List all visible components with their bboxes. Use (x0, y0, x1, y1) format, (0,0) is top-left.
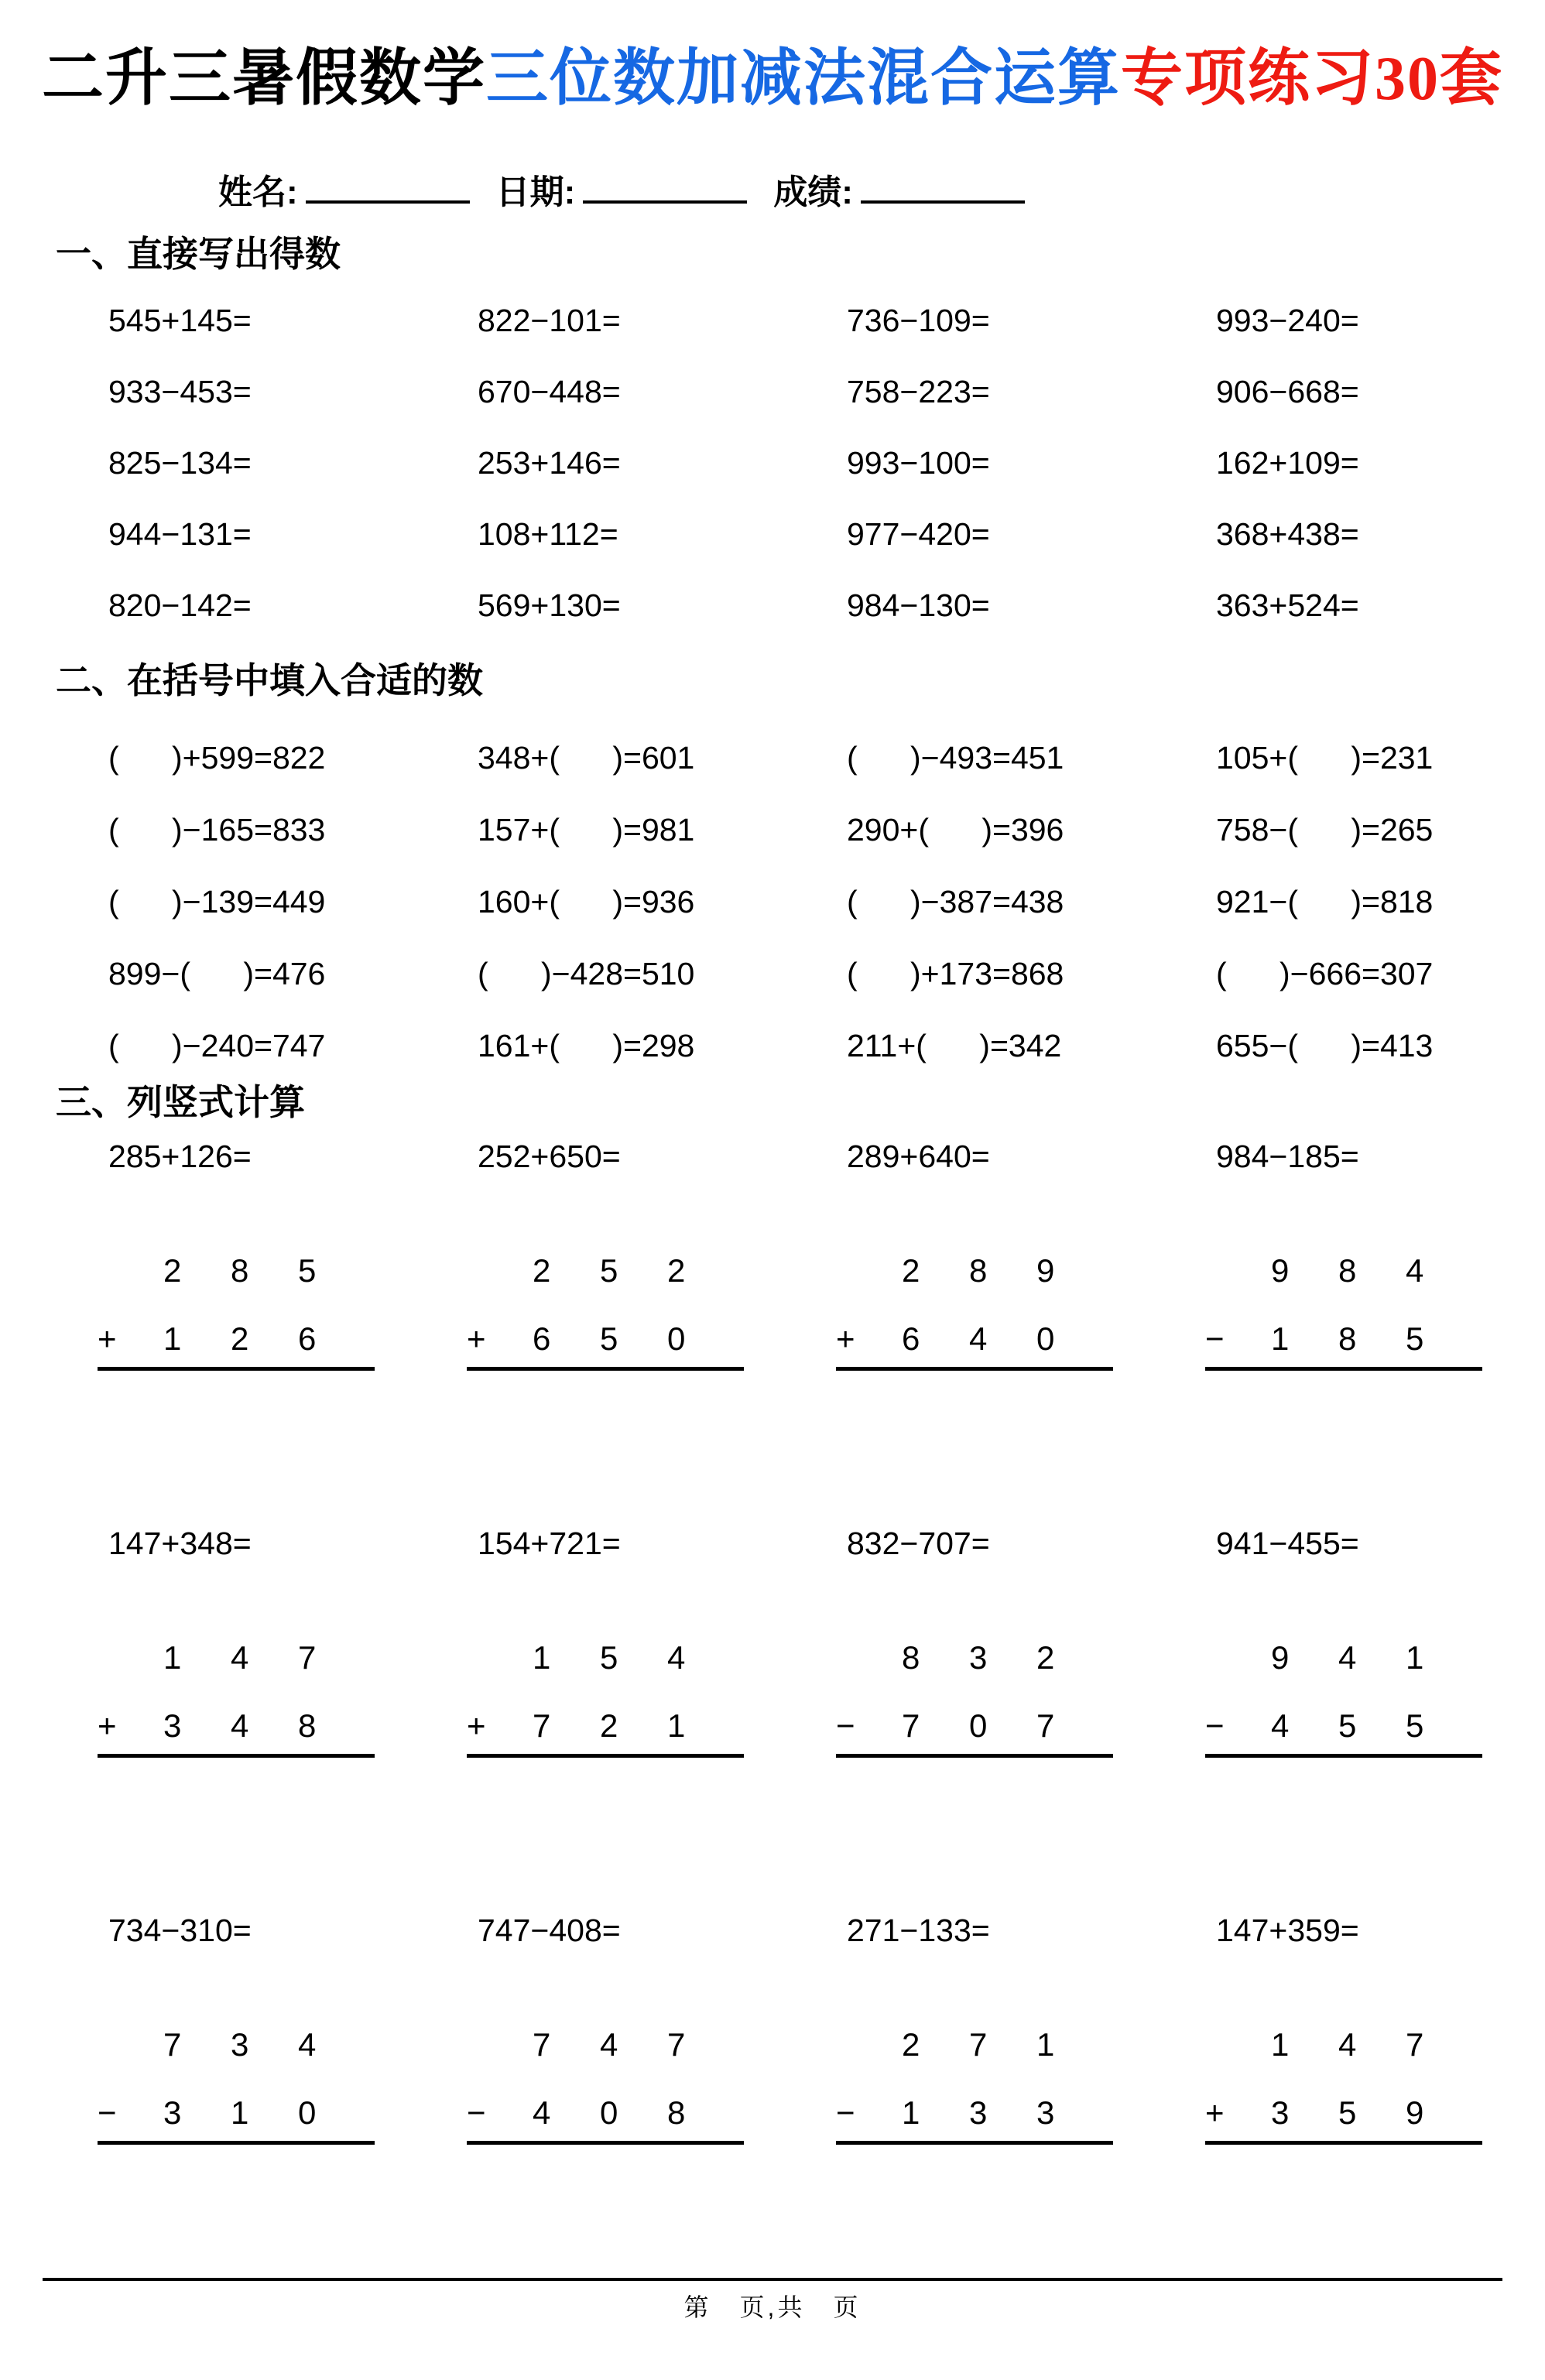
problem: 363+524= (1216, 587, 1359, 623)
vertical-layout (98, 2026, 467, 2145)
vertical-layout (467, 2026, 836, 2145)
vertical-problem (98, 1138, 467, 1371)
operator: + (98, 1707, 117, 1744)
problem: 253+146= (478, 444, 621, 481)
answer-line (836, 1367, 1113, 1371)
vertical-layout (1205, 2026, 1545, 2145)
operator: − (836, 1707, 855, 1744)
vertical-problem (467, 1912, 836, 2145)
operator: − (836, 2094, 855, 2131)
answer-line (467, 1754, 744, 1758)
bottom-operand: 6 5 0 (533, 1320, 686, 1357)
operator: − (467, 2094, 486, 2131)
answer-line (98, 1367, 375, 1371)
answer-line (836, 2141, 1113, 2145)
problem: 822−101= (478, 302, 621, 338)
fill-blank-problem: ( )−428=510 (478, 956, 695, 991)
operator: − (1205, 1320, 1225, 1357)
bottom-operand: 6 4 0 (902, 1320, 1055, 1357)
problem: 569+130= (478, 587, 621, 623)
bottom-operand: 3 4 8 (163, 1707, 317, 1744)
problem-label: 271−133= (847, 1913, 990, 1948)
answer-line (98, 2141, 375, 2145)
section1-header: 一、直接写出得数 (56, 234, 341, 274)
problem-label: 734−310= (108, 1913, 252, 1948)
problem: 984−130= (847, 587, 990, 623)
problem: 993−100= (847, 444, 990, 481)
top-operand: 2 8 5 (163, 1252, 317, 1289)
operator: + (1205, 2094, 1225, 2131)
vertical-problem (467, 1525, 836, 1758)
top-operand: 8 3 2 (902, 1639, 1055, 1676)
date-label: 日期: (495, 173, 576, 211)
fill-blank-problem: ( )−493=451 (847, 740, 1064, 776)
problem: 933−453= (108, 373, 252, 409)
fill-blank-problem: ( )−139=449 (108, 884, 326, 919)
section3-row-3 (98, 1912, 1545, 2145)
top-operand: 2 7 1 (902, 2026, 1055, 2063)
vertical-layout (467, 1252, 836, 1371)
answer-line (1205, 1754, 1482, 1758)
problem: 977−420= (847, 515, 990, 552)
problem-label: 252+650= (478, 1139, 621, 1174)
answer-line (836, 1754, 1113, 1758)
problem: 108+112= (478, 515, 618, 552)
problem-label: 289+640= (847, 1139, 990, 1174)
fill-blank-problem: 161+( )=298 (478, 1028, 695, 1063)
section1-problem-grid (108, 285, 1545, 641)
operator: − (1205, 1707, 1225, 1744)
score-label: 成绩: (773, 173, 853, 211)
operator: − (98, 2094, 117, 2131)
vertical-layout (836, 1639, 1205, 1758)
vertical-problem (1205, 1912, 1545, 2145)
bottom-operand: 1 3 3 (902, 2094, 1055, 2131)
problem-label: 147+359= (1216, 1913, 1359, 1948)
top-operand: 1 4 7 (1271, 2026, 1424, 2063)
fill-blank-problem: 758−( )=265 (1216, 812, 1434, 848)
section3-row-1 (98, 1138, 1545, 1371)
problem: 993−240= (1216, 302, 1359, 338)
fill-blank-problem: ( )−165=833 (108, 812, 326, 848)
section2-problem-grid (108, 722, 1545, 1082)
problem: 368+438= (1216, 515, 1359, 552)
vertical-problem (1205, 1525, 1545, 1758)
top-operand: 9 8 4 (1271, 1252, 1424, 1289)
score-blank (861, 168, 1025, 204)
vertical-problem (1205, 1138, 1545, 1371)
problem: 758−223= (847, 373, 990, 409)
vertical-layout (836, 1252, 1205, 1371)
vertical-layout (836, 2026, 1205, 2145)
fill-blank-problem: 899−( )=476 (108, 956, 326, 991)
bottom-operand: 7 2 1 (533, 1707, 686, 1744)
vertical-problem (836, 1912, 1205, 2145)
top-operand: 9 4 1 (1271, 1639, 1424, 1676)
fill-blank-problem: ( )−240=747 (108, 1028, 326, 1063)
problem: 736−109= (847, 302, 990, 338)
vertical-layout (98, 1252, 467, 1371)
problem-label: 941−455= (1216, 1526, 1359, 1561)
fill-blank-problem: 157+( )=981 (478, 812, 695, 848)
problem: 545+145= (108, 302, 252, 338)
fill-blank-problem: 211+( )=342 (847, 1028, 1062, 1063)
fill-blank-problem: 348+( )=601 (478, 740, 695, 776)
problem-label: 154+721= (478, 1526, 621, 1561)
top-operand: 2 5 2 (533, 1252, 686, 1289)
answer-line (1205, 1367, 1482, 1371)
fill-blank-problem: ( )+173=868 (847, 956, 1064, 991)
footer-divider (43, 2278, 1502, 2281)
footer-page-text: 第 页,共 页 (683, 2293, 862, 2321)
problem: 825−134= (108, 444, 252, 481)
fill-blank-problem: ( )−666=307 (1216, 956, 1434, 991)
bottom-operand: 4 5 5 (1271, 1707, 1424, 1744)
answer-line (467, 2141, 744, 2145)
fill-blank-problem: 105+( )=231 (1216, 740, 1434, 776)
fill-blank-problem: ( )+599=822 (108, 740, 326, 776)
bottom-operand: 1 8 5 (1271, 1320, 1424, 1357)
vertical-layout (98, 1639, 467, 1758)
problem-label: 285+126= (108, 1139, 252, 1174)
vertical-problem (467, 1138, 836, 1371)
name-label: 姓名: (218, 173, 298, 211)
top-operand: 1 4 7 (163, 1639, 317, 1676)
problem-label: 147+348= (108, 1526, 252, 1561)
bottom-operand: 1 2 6 (163, 1320, 317, 1357)
problem-label: 832−707= (847, 1526, 990, 1561)
meta-line (218, 164, 1025, 214)
vertical-problem (98, 1912, 467, 2145)
operator: + (467, 1707, 486, 1744)
bottom-operand: 3 1 0 (163, 2094, 317, 2131)
top-operand: 1 5 4 (533, 1639, 686, 1676)
vertical-layout (1205, 1252, 1545, 1371)
top-operand: 7 4 7 (533, 2026, 686, 2063)
date-blank (583, 168, 747, 204)
answer-line (467, 1367, 744, 1371)
problem-label: 984−185= (1216, 1139, 1359, 1174)
bottom-operand: 7 0 7 (902, 1707, 1055, 1744)
title-segment-black: 二升三暑假数学 (42, 45, 486, 113)
vertical-problem (836, 1525, 1205, 1758)
bottom-operand: 4 0 8 (533, 2094, 686, 2131)
name-blank (306, 168, 470, 204)
problem: 162+109= (1216, 444, 1359, 481)
operator: + (98, 1320, 117, 1357)
section3-row-2 (98, 1525, 1545, 1758)
fill-blank-problem: 290+( )=396 (847, 812, 1064, 848)
section3-header: 三、列竖式计算 (56, 1082, 305, 1122)
top-operand: 2 8 9 (902, 1252, 1055, 1289)
operator: + (467, 1320, 486, 1357)
problem: 670−448= (478, 373, 621, 409)
problem: 944−131= (108, 515, 252, 552)
vertical-layout (1205, 1639, 1545, 1758)
page-title (0, 28, 1545, 117)
fill-blank-problem: ( )−387=438 (847, 884, 1064, 919)
section2-header: 二、在括号中填入合适的数 (56, 660, 483, 700)
vertical-problem (836, 1138, 1205, 1371)
fill-blank-problem: 160+( )=936 (478, 884, 695, 919)
answer-line (1205, 2141, 1482, 2145)
problem: 906−668= (1216, 373, 1359, 409)
answer-line (98, 1754, 375, 1758)
title-segment-red: 专项练习30套 (1121, 45, 1503, 113)
operator: + (836, 1320, 855, 1357)
fill-blank-problem: 921−( )=818 (1216, 884, 1434, 919)
fill-blank-problem: 655−( )=413 (1216, 1028, 1434, 1063)
vertical-problem (98, 1525, 467, 1758)
problem-label: 747−408= (478, 1913, 621, 1948)
title-segment-blue: 三位数加减法混合运算 (486, 45, 1121, 113)
bottom-operand: 3 5 9 (1271, 2094, 1424, 2131)
vertical-layout (467, 1639, 836, 1758)
problem: 820−142= (108, 587, 252, 623)
top-operand: 7 3 4 (163, 2026, 317, 2063)
